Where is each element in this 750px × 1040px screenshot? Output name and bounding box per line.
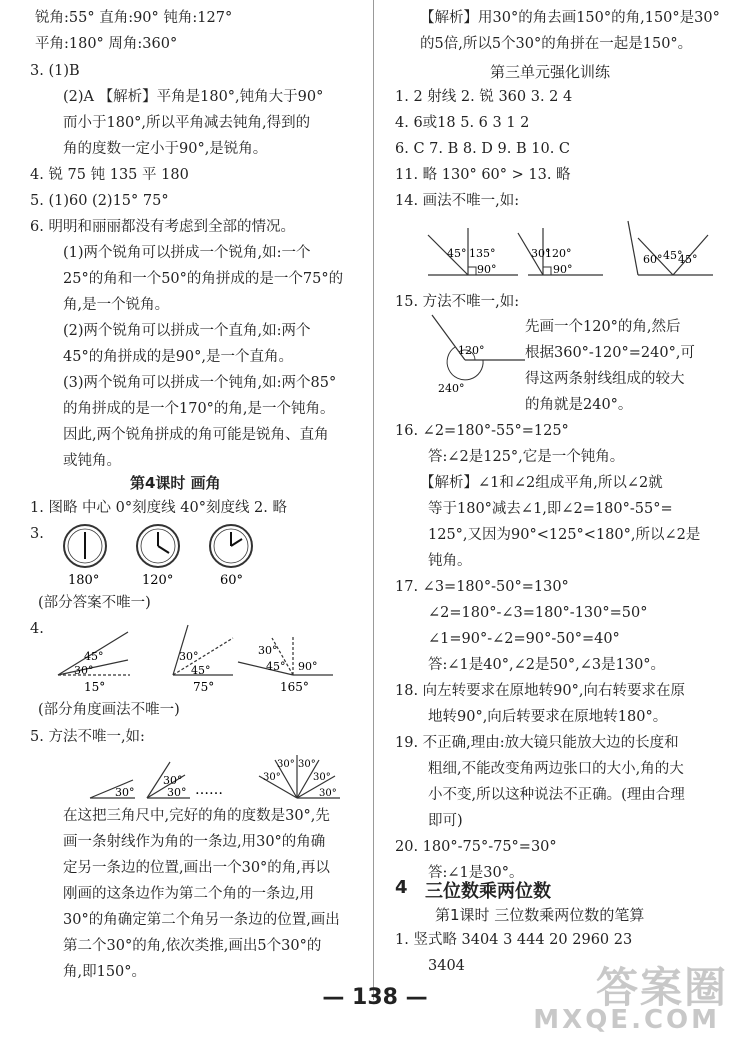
section-heading: 第1课时 三位数乘两位数的笔算 (435, 906, 645, 924)
angle-sum-label: 165° (280, 680, 309, 694)
watermark: MXQE.COM (533, 1005, 720, 1035)
angle-label: 120° (458, 344, 485, 357)
text-line: 1. 图略 中心 0°刻度线 40°刻度线 2. 略 (30, 500, 287, 516)
text-line: 5. (1)60 (2)15° 75° (30, 193, 169, 209)
text-line: 45°的角拼成的是90°,是一个直角。 (63, 349, 294, 365)
text-line: 的5倍,所以5个30°的角拼在一起是150°。 (420, 36, 693, 52)
text-line: 的角就是240°。 (525, 397, 633, 413)
text-line: ∠1=90°-∠2=90°-50°=40° (428, 631, 620, 647)
text-line: 锐角:55° 直角:90° 钝角:127° (35, 10, 233, 26)
angle-label: 30° (179, 650, 199, 663)
text-line: 3. (30, 526, 44, 542)
text-line: 因此,两个锐角拼成的角可能是锐角、直角 (63, 427, 329, 443)
angle-label: 45° (678, 253, 698, 266)
text-line: 3404 (428, 958, 465, 974)
angle-label: 90° (298, 660, 318, 673)
chapter-number: 4 (395, 877, 408, 898)
text-line: (部分答案不唯一) (38, 595, 151, 611)
angle-label: 30° (263, 772, 281, 783)
text-line: 根据360°-120°=240°,可 (525, 345, 695, 361)
text-line: 14. 画法不唯一,如: (395, 193, 520, 209)
angle-label: 30° (115, 786, 135, 799)
angle-diagram (173, 625, 233, 694)
angle-label: 30° (258, 644, 278, 657)
text-line: 平角:180° 周角:360° (35, 36, 178, 52)
angle-label: 30° (313, 772, 331, 783)
text-line: 4. 6或18 5. 6 3 1 2 (395, 115, 530, 131)
text-line: 粗细,不能改变角两边张口的大小,角的大 (428, 761, 684, 777)
section-heading: 第三单元强化训练 (490, 63, 611, 81)
text-line: 19. 不正确,理由:放大镜只能放大边的长度和 (395, 735, 679, 751)
text-line: 5. 方法不唯一,如: (30, 729, 145, 745)
angle-label: 30° (298, 759, 316, 770)
angle-diagram (518, 228, 603, 276)
chapter-title: 三位数乘两位数 (425, 881, 551, 902)
clock-label: 180° (68, 573, 100, 588)
triangle-ruler-angle (147, 762, 190, 799)
angle-label: 30° (277, 759, 295, 770)
text-line: 而小于180°,所以平角减去钝角,得到的 (63, 115, 311, 131)
text-line: 第二个30°的角,依次类推,画出5个30°的 (63, 938, 322, 954)
clock-label: 120° (142, 573, 174, 588)
triangle-ruler-angle (90, 780, 135, 799)
column-divider (373, 0, 374, 1000)
text-line: 30°的角确定第二个角另一条边的位置,画出 (63, 912, 340, 928)
angle-diagram (428, 228, 518, 276)
text-line: 答:∠1是40°,∠2是50°,∠3是130°。 (428, 657, 666, 673)
text-line: 6. C 7. B 8. D 9. B 10. C (395, 141, 571, 157)
angle-label: 120° (545, 247, 572, 260)
text-line: ∠2=180°-∠3=180°-130°=50° (428, 605, 648, 621)
angle-label: 30° (167, 786, 187, 799)
angle-label: 240° (438, 382, 465, 395)
text-line: 1. 2 射线 2. 锐 360 3. 2 4 (395, 89, 573, 105)
angle-drawings-q5 (85, 750, 345, 805)
angle-label: 30° (74, 664, 94, 677)
text-line: 定另一条边的位置,画出一个30°的角,再以 (63, 860, 330, 876)
text-line: 角,即150°。 (63, 964, 147, 980)
angle-label: 60° (643, 253, 663, 266)
clock-icon (210, 525, 252, 567)
fan-angle-diagram (259, 755, 340, 799)
text-line: 3. (1)B (30, 63, 80, 79)
text-line: 4. 锐 75 钝 135 平 180 (30, 167, 189, 183)
text-line: 【解析】∠1和∠2组成平角,所以∠2就 (420, 475, 663, 491)
ellipsis: …… (195, 782, 223, 798)
text-line: (2)两个锐角可以拼成一个直角,如:两个 (63, 323, 311, 339)
text-line: 等于180°减去∠1,即∠2=180°-55°= (428, 501, 673, 517)
clock-icon (137, 525, 179, 567)
text-line: 的角拼成的是一个170°的角,是一个钝角。 (63, 401, 335, 417)
angle-sum-label: 15° (84, 680, 106, 694)
text-line: 25°的角和一个50°的角拼成的是一个75°的 (63, 271, 344, 287)
angle-label: 45° (191, 664, 211, 677)
angle-label: 45° (84, 650, 104, 663)
angle-label: 30° (319, 788, 337, 799)
angle-label: 45° (447, 247, 467, 260)
angle-drawing-q15 (420, 310, 530, 400)
text-line: 小不变,所以这种说法不正确。(理由合理 (428, 787, 685, 803)
text-line: 125°,又因为90°<125°<180°,所以∠2是 (428, 527, 701, 543)
angle-diagram (58, 632, 130, 694)
text-line: 角的度数一定小于90°,是锐角。 (63, 141, 268, 157)
reflex-angle-diagram (432, 315, 525, 395)
text-line: (3)两个锐角可以拼成一个钝角,如:两个85° (63, 375, 337, 391)
angle-label: 30° (163, 774, 183, 787)
angle-drawings-q14 (423, 213, 723, 283)
text-line: 或钝角。 (63, 453, 121, 469)
clock-figures (58, 521, 278, 591)
text-line: 刚画的这条边作为第二个角的一条边,用 (63, 886, 315, 902)
text-line: (部分角度画法不唯一) (38, 702, 180, 718)
watermark: 答案圈 (595, 963, 728, 1012)
text-line: 钝角。 (428, 553, 472, 569)
text-line: 答:∠1是30°。 (428, 865, 524, 881)
clock-icon (64, 525, 106, 567)
text-line: (1)两个锐角可以拼成一个锐角,如:一个 (63, 245, 311, 261)
text-line: 即可) (428, 813, 463, 829)
angle-label: 30° (531, 247, 551, 260)
angle-label: 45° (663, 249, 683, 262)
text-line: 15. 方法不唯一,如: (395, 294, 520, 310)
angle-diagram (238, 635, 333, 694)
text-line: 角,是一个锐角。 (63, 297, 170, 313)
text-line: 16. ∠2=180°-55°=125° (395, 423, 569, 439)
text-line: 17. ∠3=180°-50°=130° (395, 579, 569, 595)
text-line: 1. 竖式略 3404 3 444 20 2960 23 (395, 932, 633, 948)
text-line: 18. 向左转要求在原地转90°,向右转要求在原 (395, 683, 685, 699)
text-line: 6. 明明和丽丽都没有考虑到全部的情况。 (30, 219, 295, 235)
text-line: (2)A 【解析】平角是180°,钝角大于90° (63, 89, 324, 105)
text-line: 在这把三角尺中,完好的角的度数是30°,先 (63, 808, 330, 824)
angle-diagram (628, 221, 713, 275)
text-line: 4. (30, 621, 44, 637)
text-line: 11. 略 130° 60° > 13. 略 (395, 167, 571, 183)
page-number: — 138 — (322, 985, 428, 1010)
angle-label: 90° (477, 263, 497, 276)
angle-drawings-q4 (48, 620, 348, 696)
angle-label: 135° (469, 247, 496, 260)
angle-label: 45° (266, 660, 286, 673)
text-line: 【解析】用30°的角去画150°的角,150°是30° (420, 10, 720, 26)
text-line: 得这两条射线组成的较大 (525, 371, 685, 387)
section-heading: 第4课时 画角 (130, 474, 221, 492)
angle-sum-label: 75° (193, 680, 215, 694)
text-line: 地转90°,向后转要求在原地转180°。 (428, 709, 668, 725)
text-line: 先画一个120°的角,然后 (525, 319, 681, 335)
text-line: 答:∠2是125°,它是一个钝角。 (428, 449, 625, 465)
angle-label: 90° (553, 263, 573, 276)
clock-label: 60° (220, 573, 244, 588)
text-line: 20. 180°-75°-75°=30° (395, 839, 557, 855)
text-line: 画一条射线作为角的一条边,用30°的角确 (63, 834, 326, 850)
